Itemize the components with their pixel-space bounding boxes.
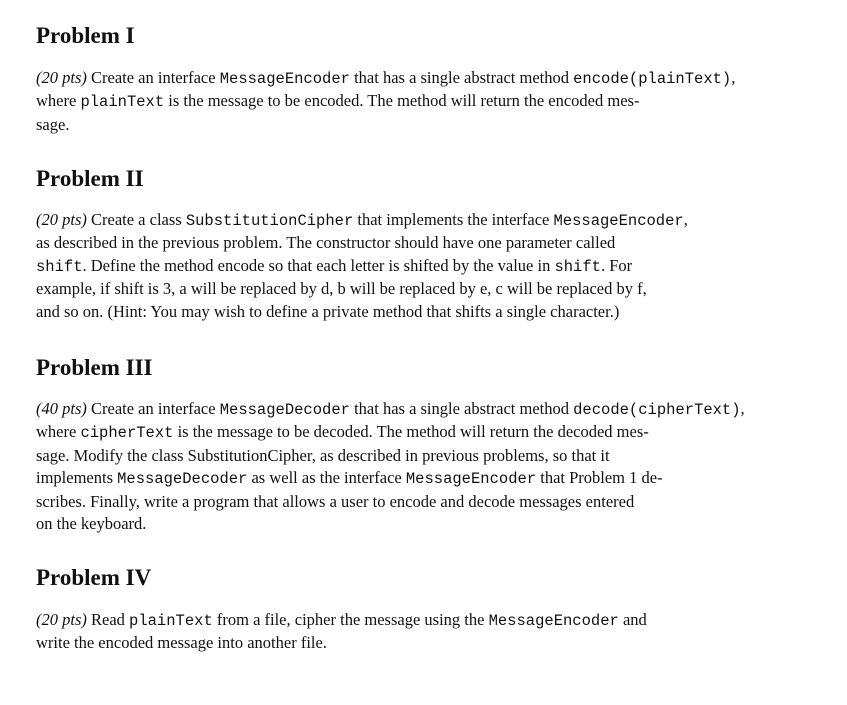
problem-2-line-5: and so on. (Hint: You may wish to define a private method that shifts a single character.): [36, 301, 620, 321]
problem-3-line-4: [36, 467, 796, 490]
problem-2-title: Problem II: [36, 166, 144, 191]
code-message-encoder: MessageEncoder: [405, 470, 537, 489]
problem-3-line-5: scribes. Finally, write a program that allows a user to encode and decode messages entered: [36, 491, 635, 511]
text-segment: from a file, cipher the message using the: [212, 610, 489, 629]
problem-2-points: (20 pts): [36, 210, 87, 229]
text-segment: as well as the interface: [247, 468, 406, 488]
code-shift: shift: [554, 257, 601, 276]
problem-3-points: (40 pts): [36, 399, 87, 418]
text-segment: ,: [731, 68, 736, 87]
problem-4-points: (20 pts): [36, 610, 87, 629]
problem-2-line-2: as described in the previous problem. The constructor should have one parameter called: [36, 233, 616, 253]
problem-1-line-1: [36, 67, 796, 90]
text-segment: . Define the method encode so that each letter is shifted by the value in: [82, 255, 555, 275]
text-segment: is the message to be decoded. The method will return the decoded mes-: [173, 422, 649, 442]
code-cipher-text: cipherText: [80, 424, 174, 443]
problem-3-body: [36, 398, 796, 535]
text-segment: implements: [36, 468, 118, 488]
problem-2-body: [36, 209, 796, 323]
problem-1-points: (20 pts): [36, 68, 87, 87]
code-decode-method: decode(cipherText): [573, 401, 741, 419]
text-segment: that has a single abstract method: [349, 399, 574, 418]
problem-3-title: Problem III: [36, 355, 153, 380]
code-encode-method: encode(plainText): [573, 70, 732, 88]
problem-1-title: Problem I: [36, 23, 135, 48]
code-substitution-cipher: SubstitutionCipher: [185, 212, 354, 230]
code-message-encoder: MessageEncoder: [488, 612, 619, 630]
problem-4-line-1: [36, 609, 796, 632]
problem-3-line-3: sage. Modify the class SubstitutionCipher, as described in previous problems, so that it: [36, 445, 610, 465]
code-message-encoder: MessageEncoder: [219, 70, 350, 88]
problem-1-body: [36, 67, 796, 136]
code-plain-text: plainText: [129, 612, 213, 630]
problem-4-title: Problem IV: [36, 565, 152, 590]
text-segment: ,: [683, 210, 688, 229]
text-segment: Create a class: [86, 210, 186, 229]
text-segment: is the message to be encoded. The method will return the encoded mes-: [164, 91, 640, 111]
problem-1-line-2: [36, 90, 796, 113]
text-segment: Read: [86, 610, 130, 629]
text-segment: and: [618, 610, 647, 629]
text-segment: where: [36, 422, 81, 442]
text-segment: that has a single abstract method: [349, 68, 574, 87]
problem-2-line-4: example, if shift is 3, a will be replaced by d, b will be replaced by e, c will be replaced by f,: [36, 279, 647, 299]
text-segment: where: [36, 91, 81, 111]
text-segment: that implements the interface: [353, 210, 554, 229]
problem-1-line-3: sage.: [36, 114, 70, 134]
problem-4-body: [36, 609, 796, 655]
problem-4-line-2: write the encoded message into another file.: [36, 633, 327, 653]
problem-2-line-3: [36, 255, 796, 278]
text-segment: Create an interface: [86, 399, 220, 418]
problem-3-line-1: [36, 398, 796, 421]
text-segment: Create an interface: [86, 68, 220, 87]
text-segment: ,: [740, 399, 745, 418]
problem-3-line-2: [36, 421, 796, 444]
text-segment: that Problem 1 de-: [536, 468, 663, 488]
text-segment: . For: [600, 255, 633, 275]
code-message-decoder: MessageDecoder: [117, 470, 248, 489]
code-message-decoder: MessageDecoder: [219, 401, 350, 419]
problem-3-line-6: on the keyboard.: [36, 514, 147, 534]
problem-2-line-1: [36, 209, 796, 232]
code-plain-text: plainText: [80, 93, 165, 112]
code-shift: shift: [36, 257, 83, 276]
code-message-encoder: MessageEncoder: [553, 212, 684, 230]
